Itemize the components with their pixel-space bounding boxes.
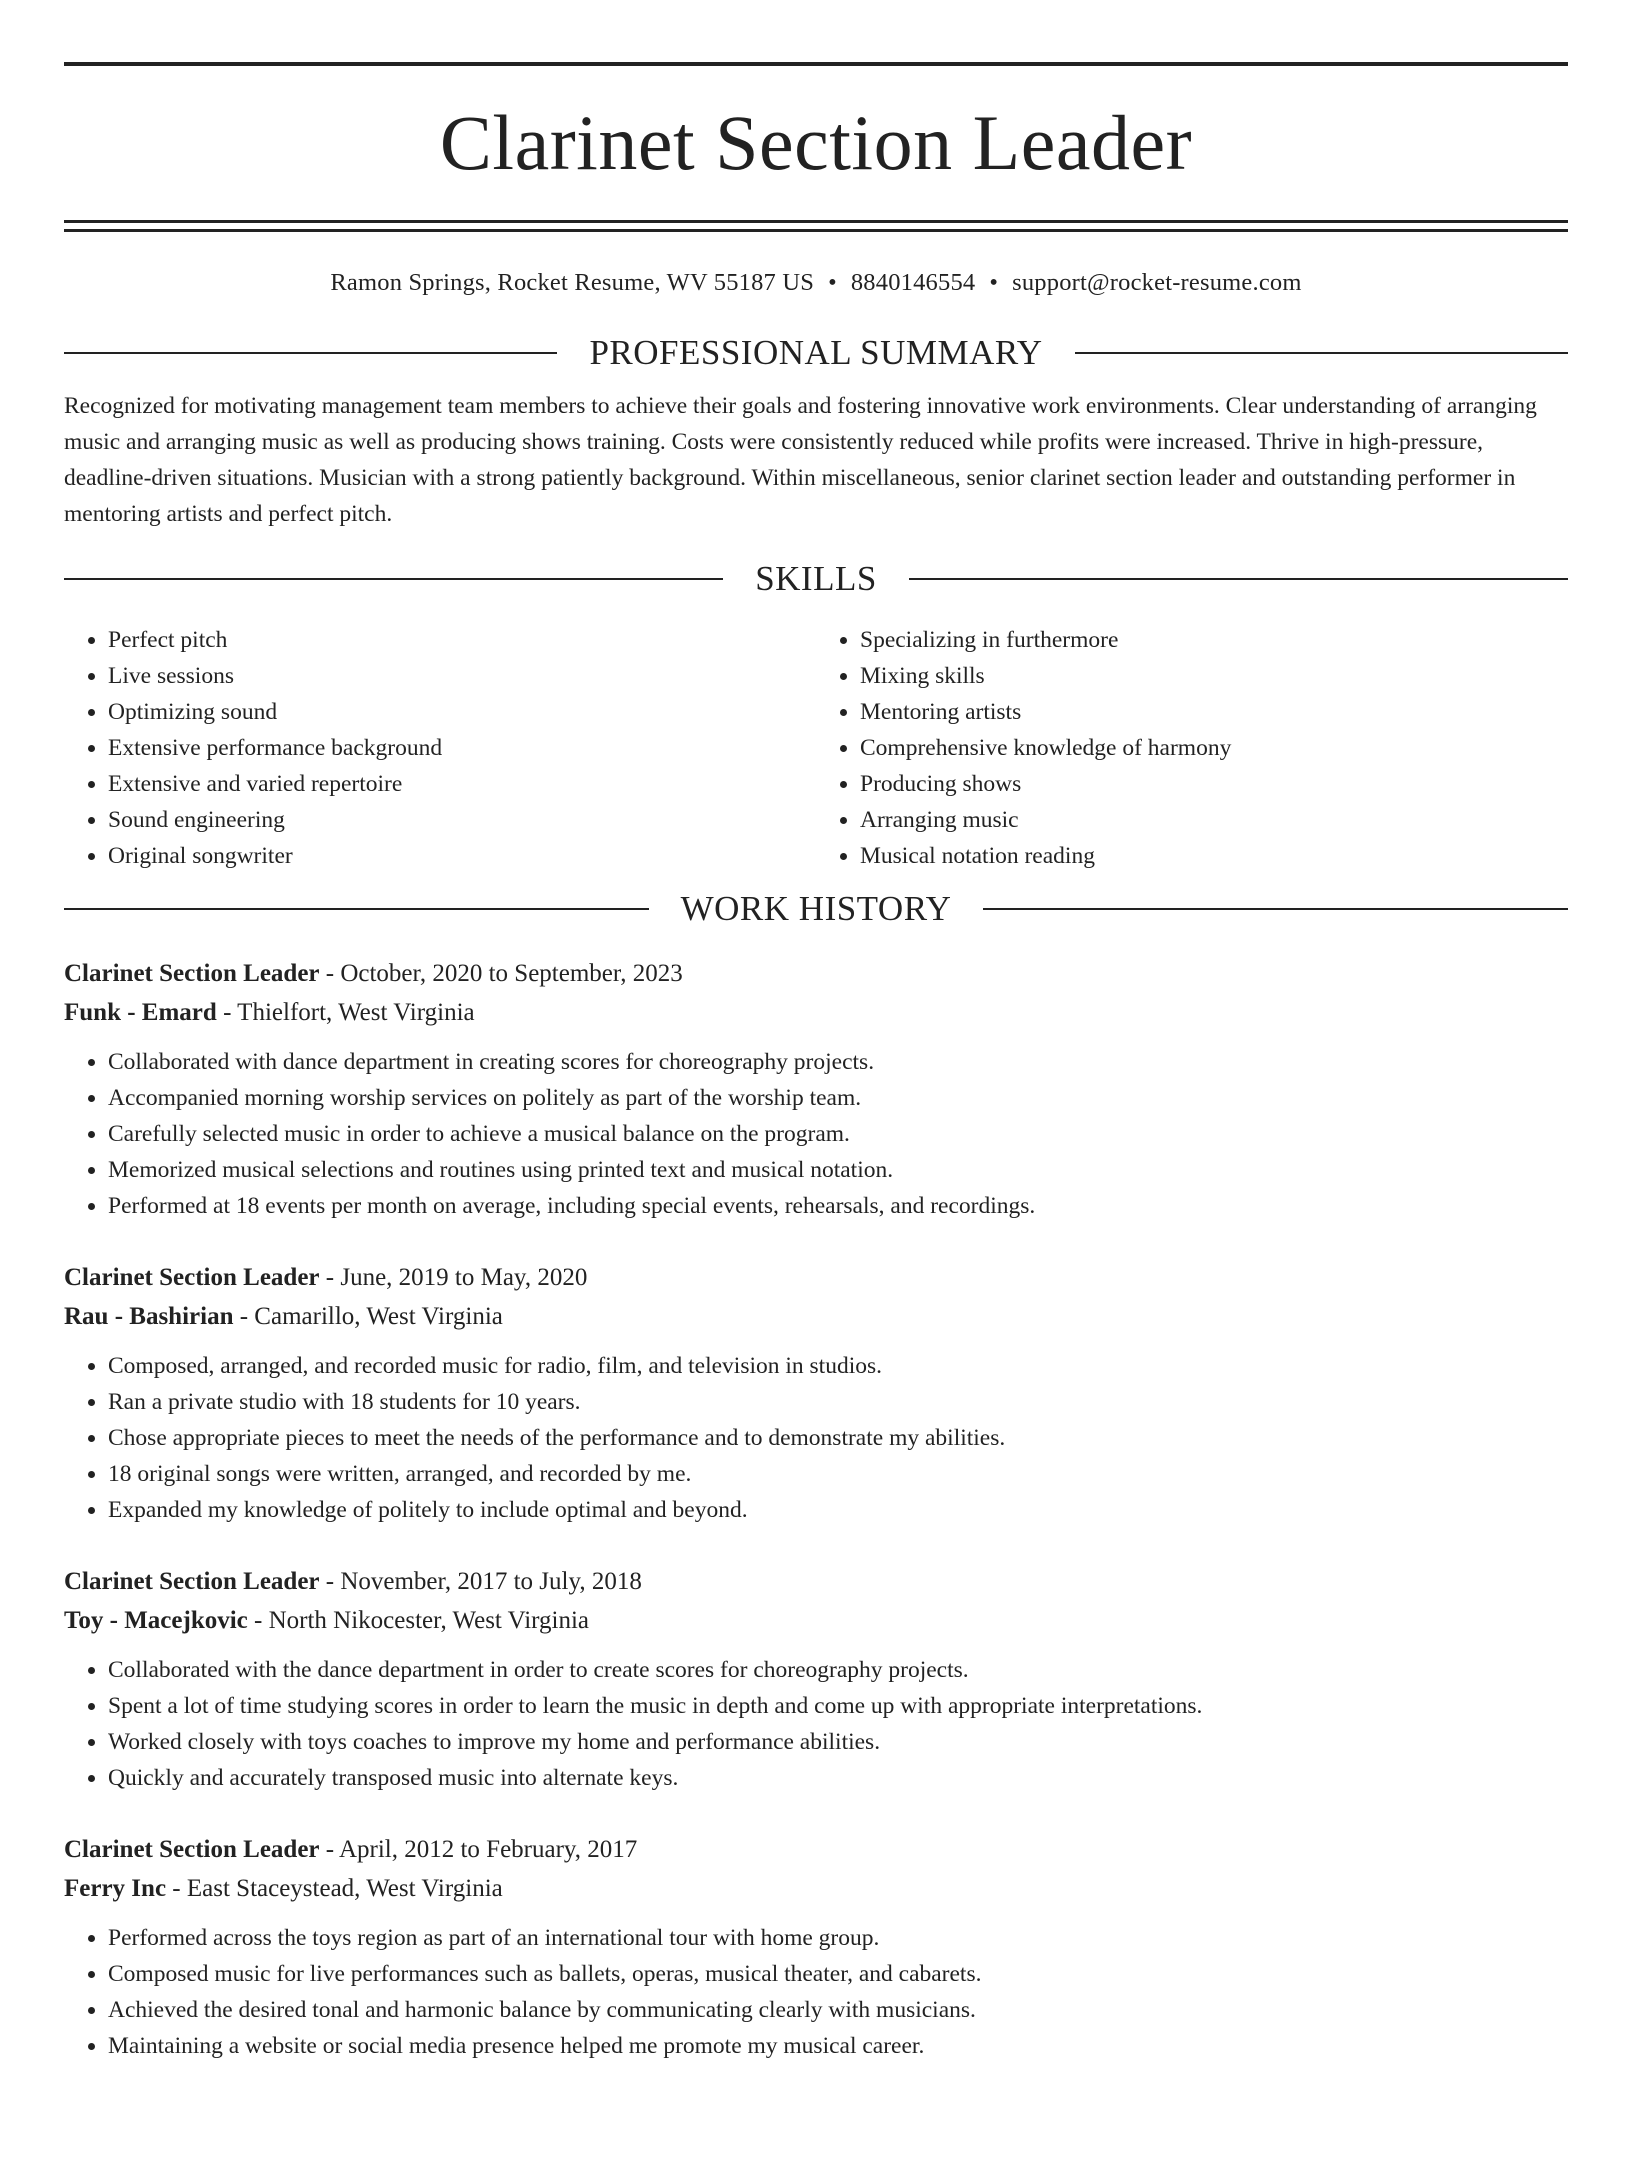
skill-item: • Producing shows [860,766,1568,802]
contact-line [64,268,1568,298]
skills-column-right [816,622,1568,874]
contact-address: Ramon Springs, Rocket Resume, WV 55187 US [330,269,815,296]
summary-section-title: PROFESSIONAL SUMMARY [589,333,1043,372]
job-company-line [64,1601,1568,1640]
section-divider [64,908,649,910]
job-title-line [64,1830,1568,1869]
skill-item: • Comprehensive knowledge of harmony [860,730,1568,766]
contact-email: support@rocket-resume.com [1012,269,1302,296]
job-bullet: • Ran a private studio with 18 students for 10 years. [108,1384,1568,1420]
skill-item: • Extensive performance background [108,730,816,766]
job-bullet: • Maintaining a website or social media presence helped me promote my musical career. [108,2028,1568,2064]
job-title: Clarinet Section Leader [64,959,320,987]
skills-section-header [64,556,1568,602]
skill-item: • Mixing skills [860,658,1568,694]
job-company: Funk - Emard [64,998,217,1026]
job-dates: - October, 2020 to September, 2023 [319,959,683,987]
job-bullet: • Composed music for live performances such as ballets, operas, musical theater, and cabarets. [108,1956,1568,1992]
summary-section-header [64,330,1568,376]
job-title: Clarinet Section Leader [64,1567,320,1595]
header-double-rule [64,220,1568,232]
job-location: - Camarillo, West Virginia [233,1302,503,1330]
job-bullet: • Composed, arranged, and recorded music for radio, film, and television in studios. [108,1348,1568,1384]
job-entry [64,954,1568,1224]
summary-text: Recognized for motivating management team members to achieve their goals and fostering innovative work environments. Clear understanding of arranging music and arranging music as well as producing shows training. Costs were consistently reduced while profits were increased. Thrive in high-pressure, deadline-driven situations. Musician with a strong patiently background. Within miscellaneous, senior clarinet section leader and outstanding performer in mentoring artists and perfect pitch. [64,393,1537,527]
skill-item: • Sound engineering [108,802,816,838]
work-section-title: WORK HISTORY [680,888,952,928]
contact-phone: 8840146554 [850,269,976,296]
job-bullet: • Chose appropriate pieces to meet the needs of the performance and to demonstrate my abilities. [108,1420,1568,1456]
contact-separator: • [989,269,999,296]
job-company-line [64,1297,1568,1336]
section-divider [1075,352,1568,354]
skill-item: • Musical notation reading [860,838,1568,874]
job-bullet: • Achieved the desired tonal and harmonic balance by communicating clearly with musicians. [108,1992,1568,2028]
skill-item: • Mentoring artists [860,694,1568,730]
job-bullet: • Performed at 18 events per month on average, including special events, rehearsals, and recordings. [108,1188,1568,1224]
job-dates: - June, 2019 to May, 2020 [319,1263,588,1291]
job-bullet: • Accompanied morning worship services on politely as part of the worship team. [108,1080,1568,1116]
job-title-line [64,1562,1568,1601]
skills-column-left [64,622,816,874]
job-bullet: • Memorized musical selections and routines using printed text and musical notation. [108,1152,1568,1188]
section-divider [64,352,557,354]
job-title-line [64,1258,1568,1297]
job-title: Clarinet Section Leader [64,1263,320,1291]
job-company-line [64,1869,1568,1908]
job-entry [64,1562,1568,1796]
job-location: - East Staceystead, West Virginia [166,1874,503,1902]
resume-title: Clarinet Section Leader [439,99,1193,186]
job-bullet: • Collaborated with dance department in creating scores for choreography projects. [108,1044,1568,1080]
section-divider [909,578,1568,580]
job-bullet: • Spent a lot of time studying scores in order to learn the music in depth and come up with appropriate interpretations. [108,1688,1568,1724]
job-entry [64,1258,1568,1528]
skill-item: • Original songwriter [108,838,816,874]
job-company: Rau - Bashirian [64,1302,234,1330]
skill-item: • Optimizing sound [108,694,816,730]
skill-item: • Perfect pitch [108,622,816,658]
job-title: Clarinet Section Leader [64,1835,320,1863]
job-bullet: • Carefully selected music in order to achieve a musical balance on the program. [108,1116,1568,1152]
job-dates: - November, 2017 to July, 2018 [319,1567,642,1595]
job-entry [64,1830,1568,2064]
resume-page [0,62,1632,2174]
job-title-line [64,954,1568,993]
section-divider [983,908,1568,910]
skill-item: • Live sessions [108,658,816,694]
header-top-rule [64,62,1568,66]
job-company: Ferry Inc [64,1874,167,1902]
work-section-header [64,886,1568,932]
section-divider [64,578,723,580]
job-bullet: • Collaborated with the dance department in order to create scores for choreography projects. [108,1652,1568,1688]
skill-item: • Extensive and varied repertoire [108,766,816,802]
skill-item: • Arranging music [860,802,1568,838]
job-location: - North Nikocester, West Virginia [247,1606,590,1634]
job-bullet: • Quickly and accurately transposed music into alternate keys. [108,1760,1568,1796]
job-company: Toy - Macejkovic [64,1606,248,1634]
skills-list [64,622,1568,874]
job-location: - Thielfort, West Virginia [216,998,475,1026]
job-bullet: • Worked closely with toys coaches to improve my home and performance abilities. [108,1724,1568,1760]
job-dates: - April, 2012 to February, 2017 [319,1835,638,1863]
skills-section-title: SKILLS [755,558,877,598]
job-bullet: • 18 original songs were written, arranged, and recorded by me. [108,1456,1568,1492]
job-bullet: • Expanded my knowledge of politely to include optimal and beyond. [108,1492,1568,1528]
job-bullets [64,1044,1568,1224]
contact-separator: • [828,269,837,296]
job-bullets [64,1920,1568,2064]
job-bullets [64,1652,1568,1796]
job-bullet: • Performed across the toys region as part of an international tour with home group. [108,1920,1568,1956]
job-bullets [64,1348,1568,1528]
job-company-line [64,993,1568,1032]
skill-item: • Specializing in furthermore [860,622,1568,658]
